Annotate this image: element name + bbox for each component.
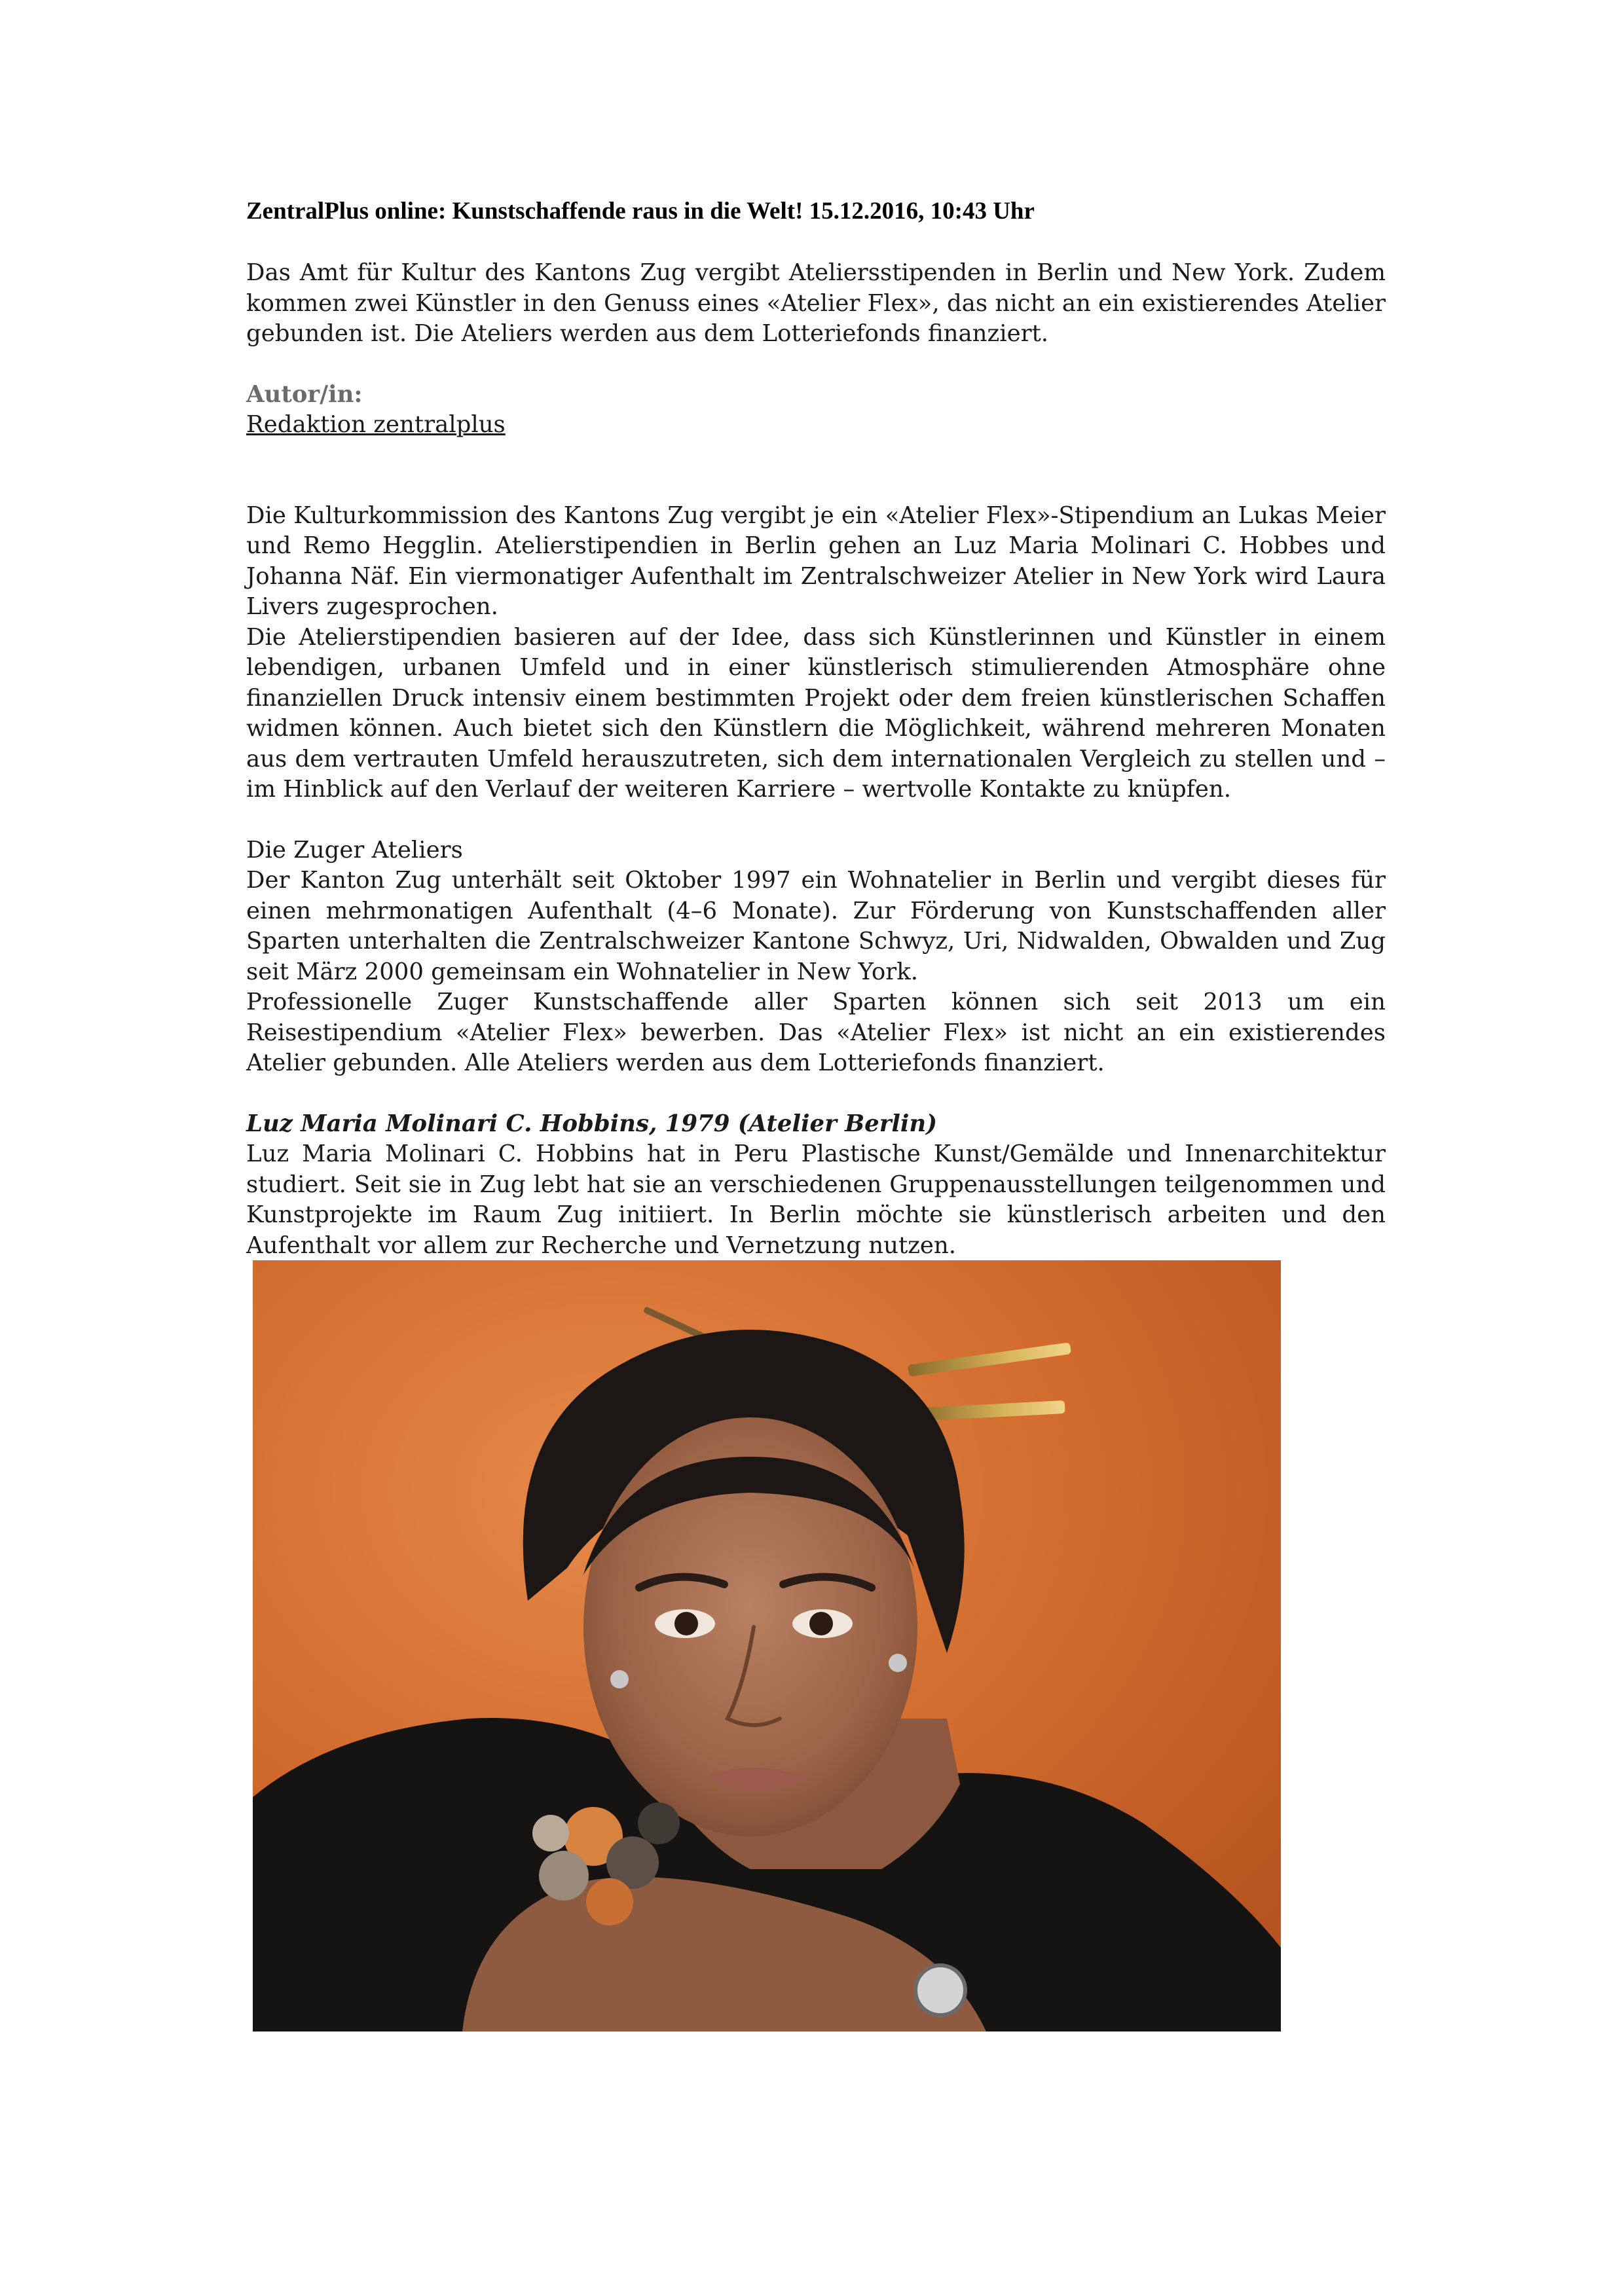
paragraph-idea: Die Atelierstipendien basieren auf der Idee, dass sich Künstlerinnen und Künstler in einem lebendigen, urbanen Umfeld und in einer künstlerisch stimulierenden Atmosphäre ohne finanziellen Druck intensiv einem bestimmten Projekt oder dem freien künstlerischen Schaffen widmen können. Auch bietet sich den Künstlern die Möglichkeit, während mehreren Monaten aus dem vertrauten Umfeld herauszutreten, sich dem internationalen Vergleich zu stellen und – im Hinblick auf den Verlauf der weiteren Karriere – wertvolle Kontakte zu knüpfen. (246, 623, 1386, 803)
author-link[interactable]: Redaktion zentralplus (246, 411, 506, 438)
artist-paragraph: Luz Maria Molinari C. Hobbins hat in Peru Plastische Kunst/Gemälde und Innenarchitektur studiert. Seit sie in Zug lebt hat sie an verschiedenen Gruppenausstellungen teilgenommen und Kunstprojekte im Raum Zug initiiert. In Berlin möchte sie künstlerisch arbeiten und den Aufenthalt vor allem zur Recherche und Vernetzung nutzen. (246, 1140, 1386, 1259)
paragraph-ateliers: Der Kanton Zug unterhält seit Oktober 1997 ein Wohnatelier in Berlin und vergibt dieses für einen mehrmonatigen Aufenthalt (4–6 Monate). Zur Förderung von Kunstschaffenden aller Sparten unterhalten die Zentralschweizer Kantone Schwyz, Uri, Nidwalden, Obwalden und Zug seit März 2000 gemeinsam ein Wohnatelier in New York. (246, 867, 1386, 985)
section-heading: Die Zuger Ateliers (246, 836, 463, 864)
artist-photo (253, 1260, 1281, 2032)
paragraph-flex: Professionelle Zuger Kunstschaffende aller Sparten können sich seit 2013 um ein Reisestipendium «Atelier Flex» bewerben. Das «Atelier Flex» ist nicht an ein existierendes Atelier gebunden. Alle Ateliers werden aus dem Lotteriefonds finanziert. (246, 989, 1386, 1076)
article-title: ZentralPlus online: Kunstschaffende raus in die Welt! 15.12.2016, 10:43 Uhr (246, 198, 1035, 225)
ring (915, 1965, 965, 2015)
artist-heading: Luz Maria Molinari C. Hobbins, 1979 (Atelier Berlin) (246, 1110, 938, 1137)
author-label: Autor/in: (246, 380, 363, 408)
article-body (246, 196, 1386, 1261)
paragraph-awards: Die Kulturkommission des Kantons Zug vergibt je ein «Atelier Flex»-Stipendium an Lukas Meier und Remo Hegglin. Atelierstipendien in Berlin gehen an Luz Maria Molinari C. Hobbes und Johanna Näf. Ein viermonatiger Aufenthalt im Zentralschweizer Atelier in New York wird Laura Livers zugesprochen. (246, 501, 1386, 620)
article-lead: Das Amt für Kultur des Kantons Zug vergibt Ateliersstipenden in Berlin und New York. Zudem kommen zwei Künstler in den Genuss eines «Atelier Flex», das nicht an ein existierendes Atelier gebunden ist. Die Ateliers werden aus dem Lotteriefonds finanziert. (246, 259, 1386, 347)
